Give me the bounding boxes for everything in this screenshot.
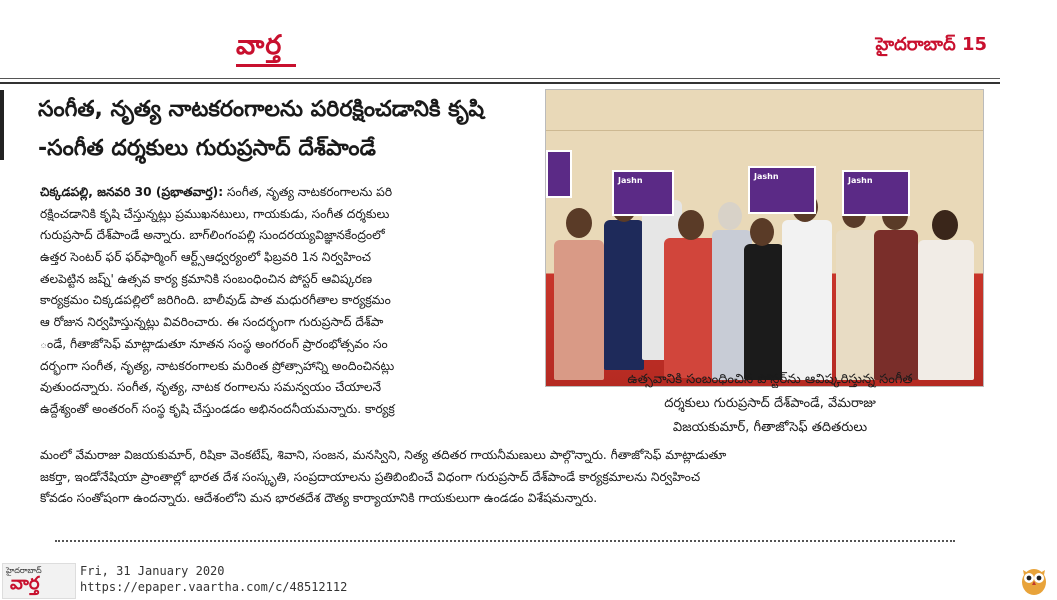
body-line: ఆ రోజున నిర్వహిస్తున్నట్లు వివరించారు. ఈ సందర్భంగా గురుప్రసాద్ దేశ్‌పా	[40, 315, 384, 330]
event-poster	[546, 150, 572, 198]
body-line: మంలో వేమరాజు విజయకుమార్, రిషికా వెంకటేష్, శివాని, సంజన, మనస్విని, నిత్య తదితర గాయనీమణులు పాల్గొన్నారు. గీతాజోసెఫ్ మాట్లాడుతూ	[40, 448, 727, 462]
photo-person	[604, 220, 644, 370]
edition-date: Fri, 31 January 2020	[80, 564, 225, 578]
event-poster	[612, 170, 674, 216]
body-line: కార్యక్రమం చిక్కడపల్లిలో జరిగింది. బాలీవుడ్ పాత మధురగీతాల కార్యక్రమం	[40, 293, 391, 308]
body-line: ఉద్దేశ్యంతో అంతరంగ్ సంస్థ కృషి చేస్తుండడం అభినందనీయమన్నారు. కార్యక్ర	[40, 401, 395, 416]
photo-person-head	[718, 202, 742, 230]
photo-person-head	[750, 218, 774, 246]
column-edge-bar	[0, 90, 4, 160]
photo-caption	[560, 368, 980, 440]
headline-line: -సంగీత దర్శకులు గురుప్రసాద్ దేశ్‌పాండే	[38, 136, 376, 161]
article-body-column	[40, 182, 502, 421]
event-photo	[545, 89, 984, 387]
body-line: కోవడం సంతోషంగా ఉందన్నారు. ఆదేశంలోని మన భారతదేశ దౌత్య కార్యాయానికి గాయకులుగా ఉండడం విశేషమన్నారు.	[40, 491, 598, 506]
article-separator	[55, 540, 955, 542]
poster-text: Jashn	[754, 172, 779, 181]
header-rule	[0, 78, 1000, 79]
photo-person	[836, 230, 876, 380]
dateline: చిక్కడపల్లి, జనవరి 30 (ప్రభాతవార్త):	[40, 185, 224, 199]
photo-person	[744, 244, 784, 380]
body-line: వుతుందన్నారు. సంగీత, నృత్య, నాటక రంగాలను సమన్వయం చేయాలనే	[40, 380, 382, 395]
headline-line: సంగీత, నృత్య నాటకరంగాలను పరిరక్షించడానికి కృషి	[38, 97, 485, 122]
poster-text: Jashn	[848, 176, 873, 185]
event-poster	[748, 166, 816, 214]
footer-logo-brand: వార్త	[10, 573, 40, 594]
article-headline	[38, 90, 548, 168]
brand-underline	[236, 64, 296, 67]
photo-person-head	[678, 210, 704, 240]
owl-icon[interactable]	[1020, 564, 1048, 596]
photo-person	[918, 240, 974, 380]
body-line: తలపెట్టిన జష్న్' ఉత్సవ కార్య క్రమానికి సంబంధించిన పోస్టర్ ఆవిష్కరణ	[40, 271, 373, 286]
body-line: ండే, గీతాజోసెఫ్ మాట్లాడుతూ నూతన సంస్థ అంగరంగ్ ప్రారంభోత్సవం సం	[40, 336, 388, 351]
footer-logo-city: హైదరాబాద్	[6, 566, 42, 575]
body-line-text: సంగీత, నృత్య నాటకరంగాలను పరి	[223, 185, 393, 199]
photo-person	[874, 230, 918, 380]
caption-line: దర్శకులు గురుప్రసాద్ దేశ్‌పాండే, వేమరాజు	[664, 396, 876, 411]
header-rule-thick	[0, 82, 1000, 84]
caption-line: విజయకుమార్, గీతాజోసెఫ్ తదితరులు	[672, 420, 868, 435]
body-line: ఉత్తర సెంటర్ ఫర్ ఫర్‌ఫార్మింగ్ ఆర్ట్స్ఆధ్వర్యంలో ఫిబ్రవరి 1న నిర్వహించ	[40, 250, 372, 265]
photo-person	[554, 240, 604, 380]
body-line	[40, 182, 502, 204]
caption-line: ఉత్సవానికి సంబంధించిన పోస్టర్‌ను ఆవిష్కరిస్తున్న సంగీత	[627, 372, 913, 387]
page-label: హైదరాబాద్ 15	[875, 34, 987, 55]
body-line: దర్భంగా సంగీత, నృత్య, నాటకరంగాలకు మరింత ప్రోత్సాహాన్ని అందించినట్లు	[40, 358, 395, 373]
event-poster	[842, 170, 910, 216]
newspaper-brand: వార్త	[236, 30, 283, 61]
body-line: రక్షించడానికి కృషి చేస్తున్నట్లు ప్రముఖనటులు, గాయకుడు, సంగీత దర్శకులు	[40, 206, 390, 221]
body-line: గురుప్రసాద్ దేశ్‌పాండే అన్నారు. బాగ్‌లింగంపల్లి సుందరయ్యవిజ్ఞానకేంద్రంలో	[40, 228, 385, 243]
photo-wall-trim	[546, 130, 983, 131]
article-body-continued	[40, 445, 990, 510]
poster-text: Jashn	[618, 176, 643, 185]
body-line: జకర్తా, ఇండోనేషియా ప్రాంతాల్లో భారత దేశ సంస్కృతి, సంప్రదాయాలను ప్రతిబింబించే విధంగా గురుప్రసాద్ దేశ్‌పాండే కార్యక్రమాలను నిర్వహించ	[40, 469, 701, 484]
photo-person-head	[566, 208, 592, 238]
epaper-link[interactable]: https://epaper.vaartha.com/c/48512112	[80, 580, 348, 594]
photo-person-head	[932, 210, 958, 240]
photo-person	[782, 220, 832, 380]
